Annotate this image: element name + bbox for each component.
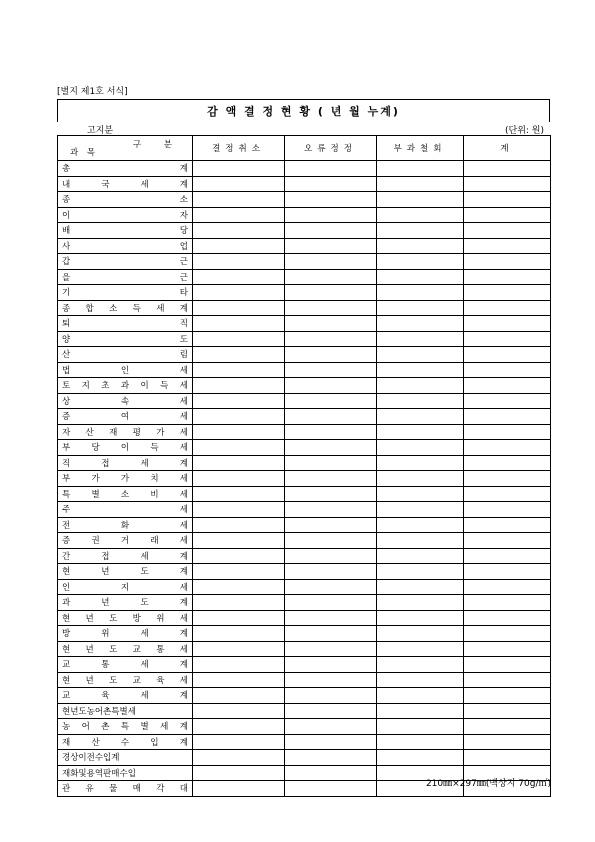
row-label: [58, 533, 193, 549]
table-row: [58, 703, 551, 719]
row-label: [58, 455, 193, 471]
value-cell[interactable]: [285, 254, 377, 270]
column-header-withdrawal: 부과철회: [377, 136, 464, 161]
row-label: [58, 517, 193, 533]
row-label-display: 현 년 도 계: [62, 567, 188, 578]
row-label-display: 전 화 세: [62, 520, 188, 531]
value-cell[interactable]: [377, 626, 464, 642]
table-row: [58, 223, 551, 239]
value-cell[interactable]: [377, 285, 464, 301]
form-document: [57, 99, 550, 797]
value-cell[interactable]: [285, 533, 377, 549]
value-cell[interactable]: [285, 331, 377, 347]
table-row: [58, 161, 551, 177]
row-label: [58, 269, 193, 285]
value-cell[interactable]: [464, 254, 551, 270]
value-cell[interactable]: [464, 409, 551, 425]
table-row: [58, 564, 551, 580]
value-cell[interactable]: [193, 269, 285, 285]
table-header-row: [58, 136, 551, 161]
value-cell[interactable]: [285, 703, 377, 719]
value-cell[interactable]: [464, 269, 551, 285]
value-cell[interactable]: [377, 316, 464, 332]
value-cell[interactable]: [285, 719, 377, 735]
table-row: [58, 238, 551, 254]
value-cell[interactable]: [193, 703, 285, 719]
value-cell[interactable]: [377, 393, 464, 409]
value-cell[interactable]: [377, 409, 464, 425]
value-cell[interactable]: [464, 285, 551, 301]
value-cell[interactable]: [193, 657, 285, 673]
value-cell[interactable]: [193, 409, 285, 425]
value-cell[interactable]: [285, 362, 377, 378]
value-cell[interactable]: [285, 238, 377, 254]
value-cell[interactable]: [377, 502, 464, 518]
value-cell[interactable]: [285, 579, 377, 595]
value-cell[interactable]: [285, 300, 377, 316]
table-row: [58, 657, 551, 673]
value-cell[interactable]: [285, 269, 377, 285]
value-cell[interactable]: [193, 316, 285, 332]
value-cell[interactable]: [193, 192, 285, 208]
value-cell[interactable]: [193, 223, 285, 239]
row-label-display: 관 유 물 매 각 대: [62, 784, 188, 795]
table-row: [58, 471, 551, 487]
table-row: [58, 331, 551, 347]
row-label: [58, 688, 193, 704]
value-cell[interactable]: [193, 734, 285, 750]
value-cell[interactable]: [285, 517, 377, 533]
row-label: [58, 579, 193, 595]
row-label: [58, 703, 193, 719]
value-cell[interactable]: [377, 688, 464, 704]
value-cell[interactable]: [464, 424, 551, 440]
value-cell[interactable]: [377, 378, 464, 394]
table-row: [58, 285, 551, 301]
row-label-display: 증 여 세: [62, 412, 188, 423]
row-label-display: 갑 근: [62, 257, 188, 268]
value-cell[interactable]: [285, 610, 377, 626]
unit-note: (단위: 원): [505, 126, 544, 136]
row-label: [58, 378, 193, 394]
value-cell[interactable]: [285, 161, 377, 177]
value-cell[interactable]: [377, 176, 464, 192]
value-cell[interactable]: [285, 424, 377, 440]
header-category-label: 구 분: [132, 140, 182, 150]
value-cell[interactable]: [193, 424, 285, 440]
row-label-display: 을 근: [62, 272, 188, 283]
row-label: [58, 610, 193, 626]
table-row: [58, 750, 551, 766]
value-cell[interactable]: [464, 641, 551, 657]
value-cell[interactable]: [193, 502, 285, 518]
value-cell[interactable]: [193, 579, 285, 595]
row-label: [58, 192, 193, 208]
row-label: [58, 672, 193, 688]
row-label-display: 간 접 세 계: [62, 551, 188, 562]
value-cell[interactable]: [464, 626, 551, 642]
row-label: [58, 440, 193, 456]
row-label-display: 농 어 촌 특 별 세 계: [62, 722, 188, 733]
value-cell[interactable]: [377, 440, 464, 456]
value-cell[interactable]: [377, 331, 464, 347]
value-cell[interactable]: [285, 502, 377, 518]
value-cell[interactable]: [193, 719, 285, 735]
value-cell[interactable]: [377, 300, 464, 316]
row-label-display: 내 국 세 계: [62, 179, 188, 190]
value-cell[interactable]: [377, 703, 464, 719]
value-cell[interactable]: [193, 517, 285, 533]
row-label: [58, 424, 193, 440]
value-cell[interactable]: [377, 533, 464, 549]
value-cell[interactable]: [193, 347, 285, 363]
value-cell[interactable]: [193, 455, 285, 471]
value-cell[interactable]: [285, 440, 377, 456]
value-cell[interactable]: [377, 734, 464, 750]
row-label: [58, 765, 193, 781]
table-row: [58, 409, 551, 425]
row-label: [58, 719, 193, 735]
value-cell[interactable]: [193, 207, 285, 223]
value-cell[interactable]: [464, 595, 551, 611]
row-label: [58, 471, 193, 487]
value-cell[interactable]: [285, 564, 377, 580]
row-label: [58, 393, 193, 409]
row-label-display: 퇴 직: [62, 319, 188, 330]
row-label: [58, 238, 193, 254]
row-label: [58, 781, 193, 797]
value-cell[interactable]: [377, 192, 464, 208]
value-cell[interactable]: [285, 548, 377, 564]
value-cell[interactable]: [285, 657, 377, 673]
table-row: [58, 254, 551, 270]
table-row: [58, 192, 551, 208]
table-row: [58, 548, 551, 564]
row-label: [58, 161, 193, 177]
value-cell[interactable]: [377, 424, 464, 440]
value-cell[interactable]: [193, 300, 285, 316]
table-row: [58, 517, 551, 533]
value-cell[interactable]: [193, 254, 285, 270]
row-label: [58, 750, 193, 766]
value-cell[interactable]: [464, 564, 551, 580]
value-cell[interactable]: [377, 548, 464, 564]
value-cell[interactable]: [193, 486, 285, 502]
table-row: [58, 207, 551, 223]
value-cell[interactable]: [377, 517, 464, 533]
row-label: [58, 734, 193, 750]
value-cell[interactable]: [464, 300, 551, 316]
row-label: [58, 285, 193, 301]
column-header-correction: 오류정정: [285, 136, 377, 161]
table-row: [58, 300, 551, 316]
row-label-display: 기 타: [62, 288, 188, 299]
row-label-display: 주 세: [62, 505, 188, 516]
value-cell[interactable]: [193, 548, 285, 564]
value-cell[interactable]: [464, 192, 551, 208]
value-cell[interactable]: [285, 378, 377, 394]
value-cell[interactable]: [285, 595, 377, 611]
value-cell[interactable]: [285, 626, 377, 642]
value-cell[interactable]: [193, 564, 285, 580]
value-cell[interactable]: [377, 657, 464, 673]
value-cell[interactable]: [285, 781, 377, 797]
value-cell[interactable]: [193, 176, 285, 192]
row-label-display: 교 육 세 계: [62, 691, 188, 702]
table-row: [58, 393, 551, 409]
value-cell[interactable]: [193, 285, 285, 301]
row-label: [58, 316, 193, 332]
row-label-display: 종 소: [62, 195, 188, 206]
row-label-display: 증 권 거 래 세: [62, 536, 188, 547]
value-cell[interactable]: [464, 393, 551, 409]
table-row: [58, 378, 551, 394]
value-cell[interactable]: [285, 750, 377, 766]
value-cell[interactable]: [193, 750, 285, 766]
row-label: [58, 502, 193, 518]
row-label-display: 자 산 재 평 가 세: [62, 427, 188, 438]
value-cell[interactable]: [193, 765, 285, 781]
row-label-display: 재화및용역판매수입: [62, 768, 136, 779]
row-label-display: 현 년 도 방 위 세: [62, 613, 188, 624]
value-cell[interactable]: [377, 347, 464, 363]
row-label: [58, 254, 193, 270]
value-cell[interactable]: [377, 750, 464, 766]
row-label-display: 토 지 초 과 이 득 세: [62, 381, 188, 392]
row-label: [58, 300, 193, 316]
value-cell[interactable]: [464, 161, 551, 177]
value-cell[interactable]: [377, 455, 464, 471]
value-cell[interactable]: [464, 688, 551, 704]
value-cell[interactable]: [193, 393, 285, 409]
table-row: [58, 362, 551, 378]
value-cell[interactable]: [193, 331, 285, 347]
value-cell[interactable]: [377, 471, 464, 487]
row-label: [58, 362, 193, 378]
value-cell[interactable]: [464, 533, 551, 549]
value-cell[interactable]: [377, 362, 464, 378]
value-cell[interactable]: [464, 455, 551, 471]
row-label: [58, 223, 193, 239]
value-cell[interactable]: [285, 316, 377, 332]
value-cell[interactable]: [464, 347, 551, 363]
value-cell[interactable]: [285, 207, 377, 223]
table-row: [58, 533, 551, 549]
row-label-display: 현 년 도 교 통 세: [62, 644, 188, 655]
row-label-display: 교 통 세 계: [62, 660, 188, 671]
value-cell[interactable]: [464, 502, 551, 518]
value-cell[interactable]: [464, 734, 551, 750]
value-cell[interactable]: [464, 719, 551, 735]
value-cell[interactable]: [193, 641, 285, 657]
value-cell[interactable]: [285, 455, 377, 471]
row-label: [58, 657, 193, 673]
value-cell[interactable]: [377, 223, 464, 239]
value-cell[interactable]: [377, 161, 464, 177]
value-cell[interactable]: [285, 223, 377, 239]
row-label: [58, 176, 193, 192]
row-label-display: 경상이전수입계: [62, 753, 120, 764]
row-label-display: 사 업: [62, 241, 188, 252]
table-body: [58, 161, 551, 797]
value-cell[interactable]: [285, 486, 377, 502]
value-cell[interactable]: [377, 672, 464, 688]
value-cell[interactable]: [377, 579, 464, 595]
value-cell[interactable]: [285, 734, 377, 750]
value-cell[interactable]: [377, 595, 464, 611]
row-label-display: 현년도농어촌특별세: [62, 706, 136, 717]
row-label: [58, 331, 193, 347]
value-cell[interactable]: [377, 269, 464, 285]
value-cell[interactable]: [377, 238, 464, 254]
value-cell[interactable]: [193, 672, 285, 688]
value-cell[interactable]: [464, 610, 551, 626]
value-cell[interactable]: [193, 440, 285, 456]
value-cell[interactable]: [285, 409, 377, 425]
value-cell[interactable]: [193, 471, 285, 487]
row-label-display: 부 가 가 치 세: [62, 474, 188, 485]
row-label-display: 현 년 도 교 육 세: [62, 675, 188, 686]
value-cell[interactable]: [464, 440, 551, 456]
table-row: [58, 502, 551, 518]
table-row: [58, 734, 551, 750]
value-cell[interactable]: [193, 688, 285, 704]
value-cell[interactable]: [285, 192, 377, 208]
table-row: [58, 316, 551, 332]
value-cell[interactable]: [193, 595, 285, 611]
value-cell[interactable]: [285, 641, 377, 657]
row-label-display: 배 당: [62, 226, 188, 237]
table-row: [58, 719, 551, 735]
reduction-table: [57, 135, 551, 797]
value-cell[interactable]: [193, 626, 285, 642]
value-cell[interactable]: [285, 285, 377, 301]
tax-category: 고지분: [87, 126, 114, 136]
table-row: [58, 579, 551, 595]
value-cell[interactable]: [193, 533, 285, 549]
value-cell[interactable]: [464, 548, 551, 564]
column-header-cancellation: 결정취소: [193, 136, 285, 161]
row-label: [58, 486, 193, 502]
row-label-display: 법 인 세: [62, 365, 188, 376]
table-row: [58, 672, 551, 688]
table-row: [58, 486, 551, 502]
value-cell[interactable]: [464, 579, 551, 595]
row-label-display: 인 지 세: [62, 582, 188, 593]
row-label-display: 과 년 도 계: [62, 598, 188, 609]
table-row: [58, 269, 551, 285]
value-cell[interactable]: [377, 564, 464, 580]
row-label: [58, 409, 193, 425]
row-label-display: 특 별 소 비 세: [62, 489, 188, 500]
value-cell[interactable]: [285, 765, 377, 781]
header-corner-cell: [58, 136, 193, 161]
header-subject-label: 과 목: [70, 148, 99, 158]
value-cell[interactable]: [464, 517, 551, 533]
row-label-display: 재 산 수 입 계: [62, 737, 188, 748]
value-cell[interactable]: [464, 672, 551, 688]
value-cell[interactable]: [464, 176, 551, 192]
row-label-display: 상 속 세: [62, 396, 188, 407]
value-cell[interactable]: [464, 331, 551, 347]
table-row: [58, 641, 551, 657]
value-cell[interactable]: [285, 393, 377, 409]
value-cell[interactable]: [464, 207, 551, 223]
value-cell[interactable]: [193, 161, 285, 177]
value-cell[interactable]: [285, 347, 377, 363]
value-cell[interactable]: [464, 223, 551, 239]
form-label: [별지 제1호 서식]: [57, 87, 128, 97]
value-cell[interactable]: [464, 486, 551, 502]
value-cell[interactable]: [285, 176, 377, 192]
row-label-display: 양 도: [62, 334, 188, 345]
value-cell[interactable]: [285, 672, 377, 688]
value-cell[interactable]: [377, 641, 464, 657]
row-label-display: 방 위 세 계: [62, 629, 188, 640]
value-cell[interactable]: [285, 688, 377, 704]
form-meta: [57, 122, 550, 135]
value-cell[interactable]: [193, 362, 285, 378]
column-header-total: 계: [464, 136, 551, 161]
value-cell[interactable]: [193, 378, 285, 394]
value-cell[interactable]: [285, 471, 377, 487]
row-label: [58, 347, 193, 363]
row-label: [58, 207, 193, 223]
table-row: [58, 595, 551, 611]
table-row: [58, 176, 551, 192]
value-cell[interactable]: [464, 316, 551, 332]
value-cell[interactable]: [193, 610, 285, 626]
value-cell[interactable]: [377, 610, 464, 626]
row-label-display: 직 접 세 계: [62, 458, 188, 469]
row-label: [58, 595, 193, 611]
value-cell[interactable]: [377, 254, 464, 270]
row-label: [58, 564, 193, 580]
row-label-display: 산 림: [62, 350, 188, 361]
value-cell[interactable]: [464, 703, 551, 719]
row-label-display: 이 자: [62, 210, 188, 221]
table-row: [58, 424, 551, 440]
table-row: [58, 440, 551, 456]
value-cell[interactable]: [464, 362, 551, 378]
value-cell[interactable]: [193, 238, 285, 254]
table-row: [58, 610, 551, 626]
row-label-display: 부 당 이 득 세: [62, 443, 188, 454]
value-cell[interactable]: [377, 486, 464, 502]
row-label: [58, 626, 193, 642]
table-row: [58, 688, 551, 704]
value-cell[interactable]: [464, 378, 551, 394]
value-cell[interactable]: [464, 238, 551, 254]
value-cell[interactable]: [377, 719, 464, 735]
value-cell[interactable]: [377, 207, 464, 223]
row-label: [58, 641, 193, 657]
form-title: 감 액 결 정 현 황 ( 년 월 누계): [57, 99, 550, 122]
value-cell[interactable]: [464, 657, 551, 673]
table-row: [58, 626, 551, 642]
table-row: [58, 347, 551, 363]
value-cell[interactable]: [464, 750, 551, 766]
row-label: [58, 548, 193, 564]
value-cell[interactable]: [464, 471, 551, 487]
value-cell[interactable]: [193, 781, 285, 797]
row-label-display: 총 계: [62, 164, 188, 175]
paper-spec: 210㎜×297㎜(백상지 70g/㎡): [425, 779, 551, 789]
table-row: [58, 455, 551, 471]
row-label-display: 종 합 소 득 세 계: [62, 303, 188, 314]
